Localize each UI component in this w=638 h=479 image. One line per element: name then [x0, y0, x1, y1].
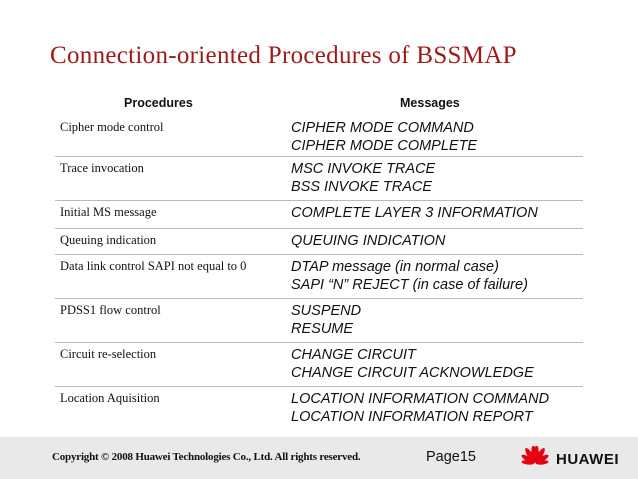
slide-title: Connection-oriented Procedures of BSSMAP: [50, 42, 517, 69]
table-row: [55, 201, 583, 229]
message-line: MSC INVOKE TRACE: [291, 161, 436, 177]
message-line: SAPI “N” REJECT (in case of failure): [291, 277, 528, 293]
message-line: BSS INVOKE TRACE: [291, 179, 433, 195]
message-line: CHANGE CIRCUIT ACKNOWLEDGE: [291, 365, 534, 381]
huawei-logo: [518, 446, 628, 472]
table-row: [55, 229, 583, 255]
message-line: RESUME: [291, 321, 354, 337]
procedure-cell: Circuit re-selection: [60, 347, 157, 361]
messages-cell: [291, 346, 534, 382]
message-line: CIPHER MODE COMMAND: [291, 120, 474, 136]
message-line: COMPLETE LAYER 3 INFORMATION: [291, 205, 538, 221]
messages-cell: [291, 119, 477, 155]
procedure-cell: Cipher mode control: [60, 120, 164, 134]
message-line: QUEUING INDICATION: [291, 233, 446, 249]
messages-cell: [291, 204, 538, 222]
header-procedures: Procedures: [124, 96, 193, 110]
procedure-cell: PDSS1 flow control: [60, 303, 161, 317]
table-row: [55, 157, 583, 201]
table-row: [55, 299, 583, 343]
table-row: [55, 387, 583, 430]
message-line: CIPHER MODE COMPLETE: [291, 138, 478, 154]
table-row: [55, 116, 583, 157]
procedure-cell: Trace invocation: [60, 161, 144, 175]
message-line: LOCATION INFORMATION COMMAND: [291, 391, 550, 407]
header-messages: Messages: [400, 96, 460, 110]
message-line: SUSPEND: [291, 303, 362, 319]
procedure-cell: Queuing indication: [60, 233, 157, 247]
table-row: [55, 255, 583, 299]
procedure-cell: Location Aquisition: [60, 391, 160, 405]
huawei-petal-logo-icon: [518, 446, 552, 472]
messages-cell: [291, 302, 361, 338]
logo-text: HUAWEI: [556, 451, 619, 468]
page-number: Page15: [426, 449, 476, 465]
message-line: LOCATION INFORMATION REPORT: [291, 409, 533, 425]
copyright-text: Copyright © 2008 Huawei Technologies Co., Ltd. All rights reserved.: [52, 451, 361, 463]
table-row: [55, 343, 583, 387]
messages-cell: [291, 160, 435, 196]
messages-cell: [291, 390, 549, 426]
procedure-cell: Data link control SAPI not equal to 0: [60, 259, 247, 273]
procedure-cell: Initial MS message: [60, 205, 157, 219]
message-line: DTAP message (in normal case): [291, 259, 499, 275]
message-line: CHANGE CIRCUIT: [291, 347, 416, 363]
messages-cell: [291, 232, 445, 250]
messages-cell: [291, 258, 528, 294]
